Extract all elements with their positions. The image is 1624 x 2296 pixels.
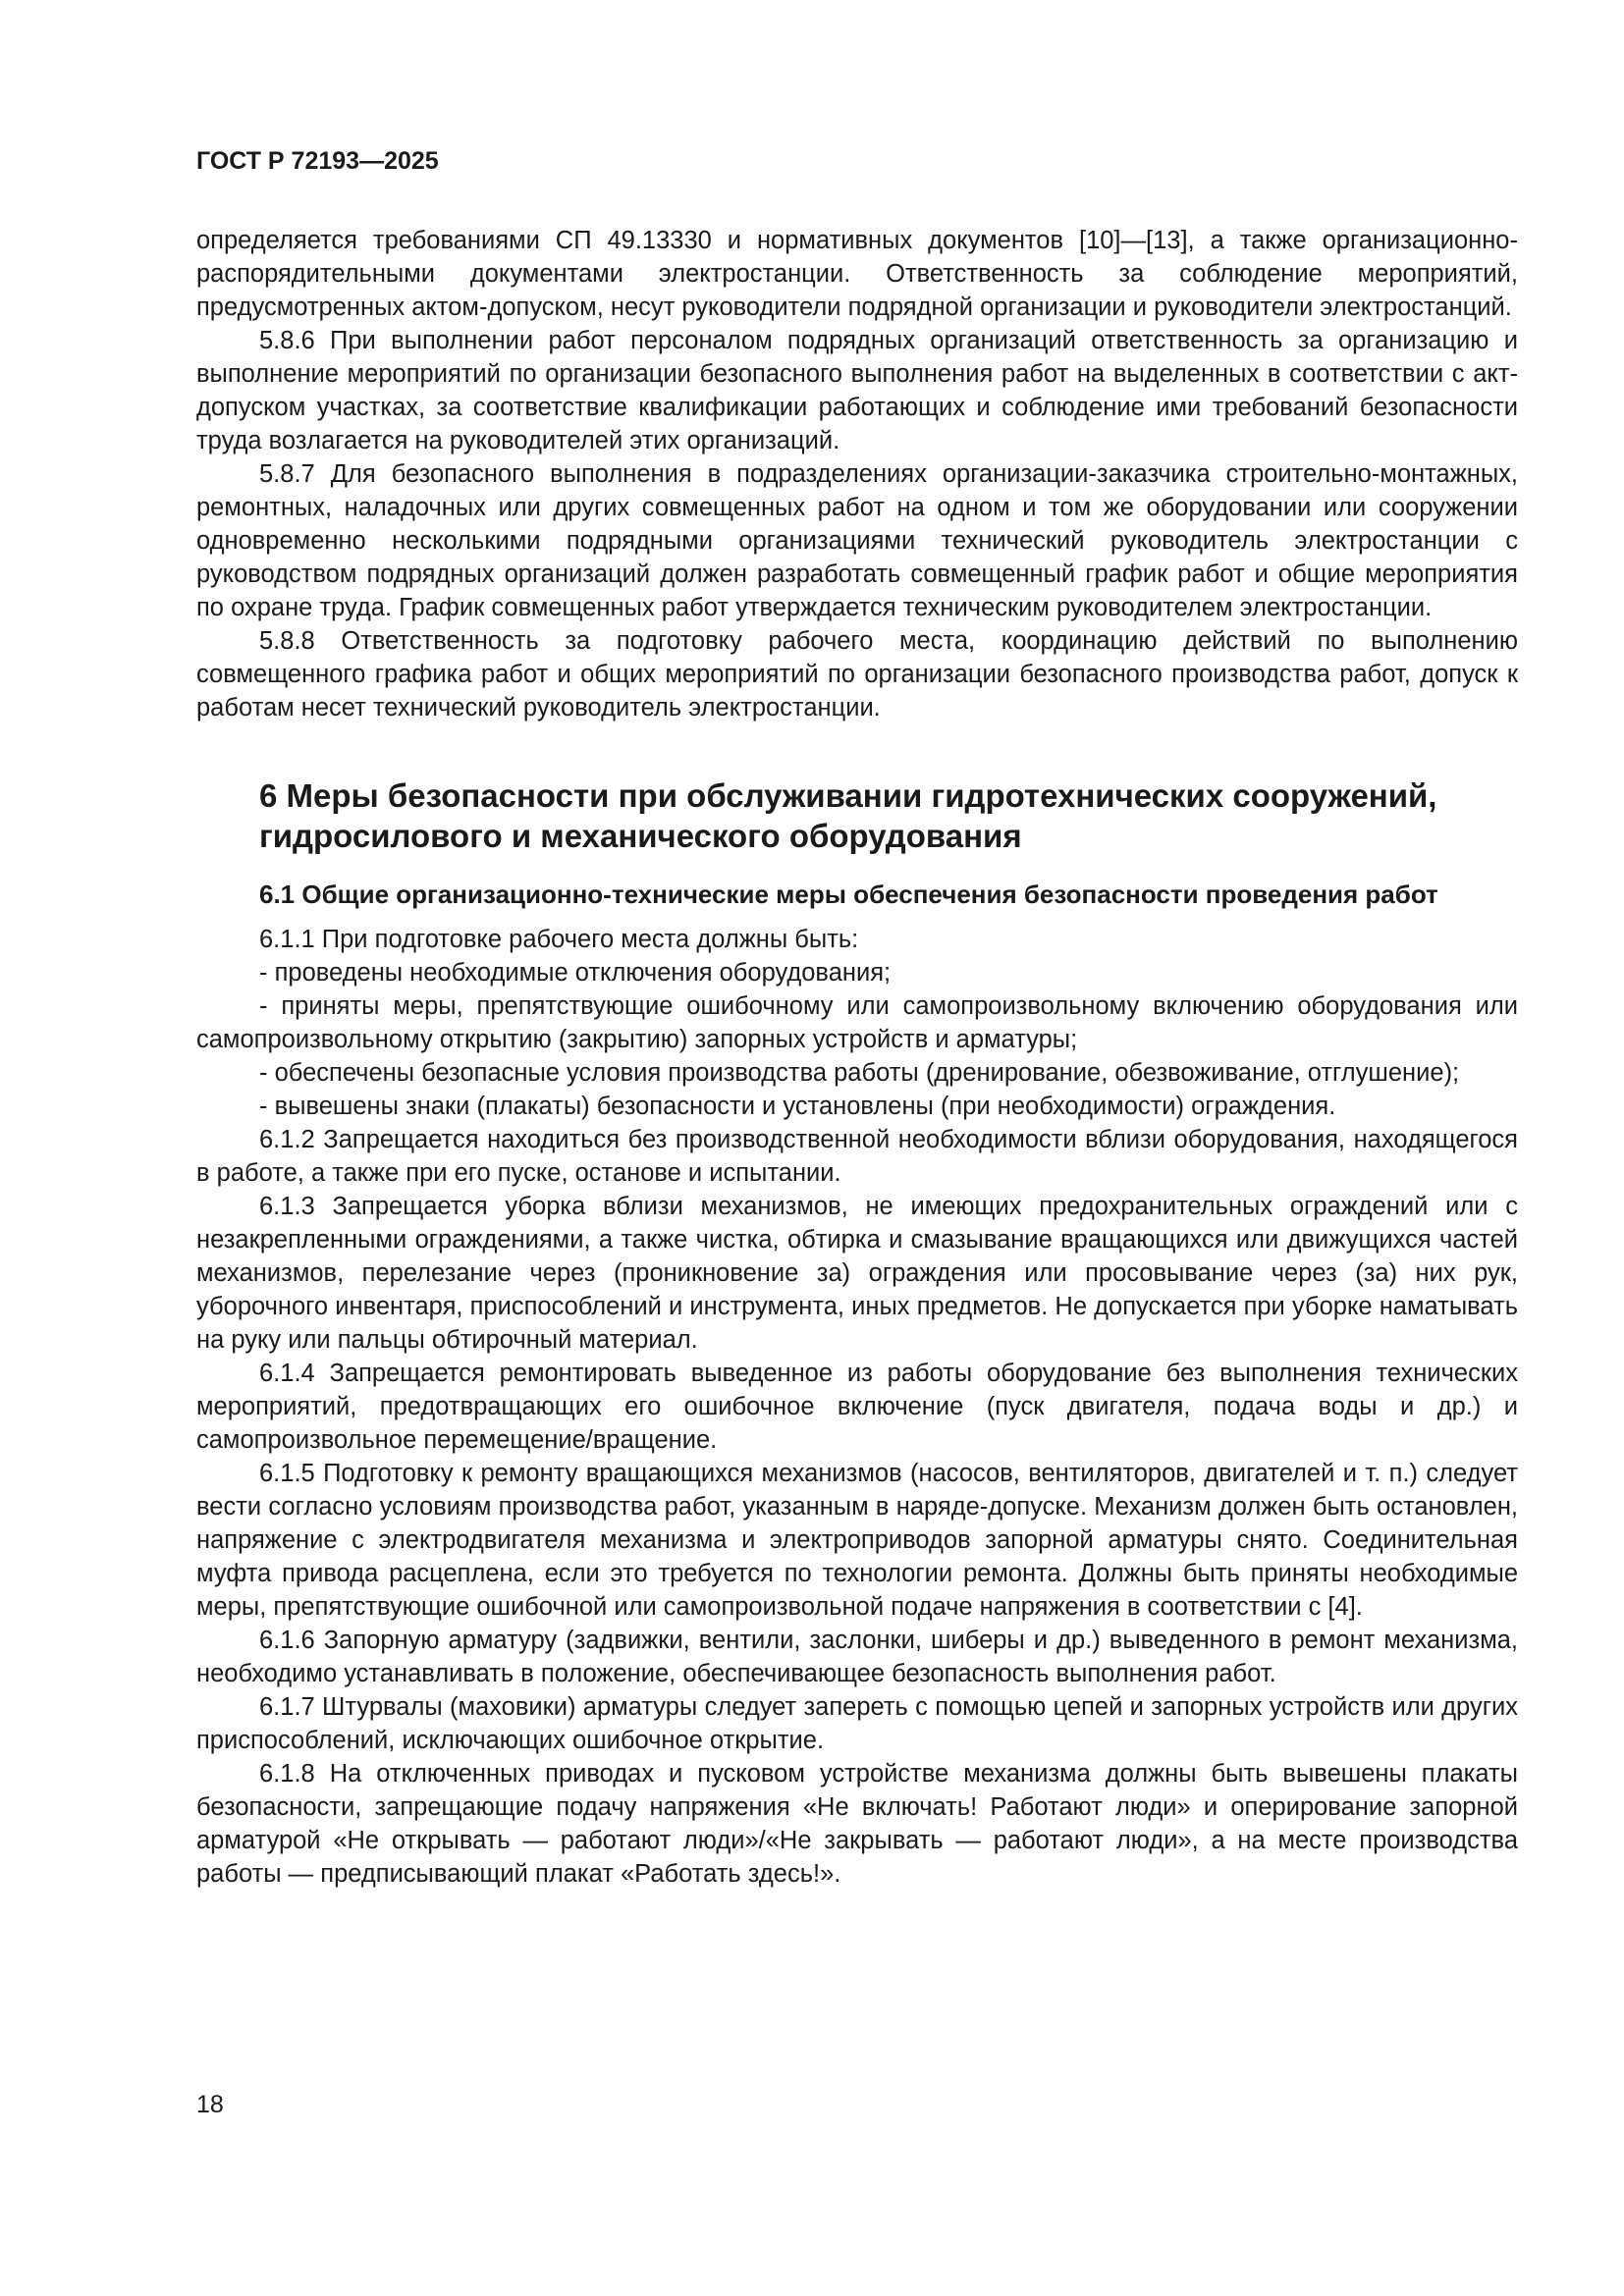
paragraph-6-1-7: 6.1.7 Штурвалы (маховики) арматуры следует запереть с помощью цепей и запорных устройств или других приспособлений, исключающих ошибочное открытие.: [196, 1693, 1518, 1754]
paragraph-5-8-6: 5.8.6 При выполнении работ персоналом подрядных организаций ответственность за организацию и выполнение мероприятий по организации безопасного выполнения работ на выделенных в соответствии с акт-допуском участках, за соответствие квалификации работающих и соблюдение ими требований безопасности труда возлагается на руководителей этих организаций.: [196, 327, 1518, 454]
list-item: - приняты меры, препятствующие ошибочному или самопроизвольному включению оборудования или самопроизвольному открытию (закрытию) запорных устройств и арматуры;: [196, 992, 1518, 1053]
list-item: - вывешены знаки (плакаты) безопасности и установлены (при необходимости) ограждения.: [259, 1093, 1336, 1120]
paragraph-continuation: определяется требованиями СП 49.13330 и нормативных документов [10]—[13], а также организационно-распорядительными документами электростанции. Ответственность за соблюдение мероприятий, предусмотренных актом-допуском, несут руководители подрядной организации и руководители электростанций.: [196, 227, 1518, 321]
subsection-heading: 6.1 Общие организационно-технические меры обеспечения безопасности проведения работ: [259, 880, 1438, 909]
list-item: - проведены необходимые отключения оборудования;: [259, 959, 892, 987]
paragraph-6-1-1: 6.1.1 При подготовке рабочего места должны быть:: [259, 926, 859, 953]
page-number: 18: [196, 2091, 224, 2118]
section-heading: 6 Меры безопасности при обслуживании гидротехнических сооружений, гидросилового и механического оборудования: [259, 777, 1437, 854]
paragraph-5-8-7: 5.8.7 Для безопасного выполнения в подразделениях организации-заказчика строительно-монтажных, ремонтных, наладочных или других совмещенных работ на одном и том же оборудовании или сооружении одновременно несколькими подрядными организациями технический руководитель электростанции с руководством подрядных организаций должен разработать совмещенный график работ и общие мероприятия по охране труда. График совмещенных работ утверждается техническим руководителем электростанции.: [196, 460, 1518, 621]
paragraph-6-1-8: 6.1.8 На отключенных приводах и пусковом устройстве механизма должны быть вывешены плакаты безопасности, запрещающие подачу напряжения «Не включать! Работают люди» и оперирование запорной арматурой «Не открывать — работают люди»/«Не закрывать — работают люди», а на месте производства работы — предписывающий плакат «Работать здесь!».: [196, 1760, 1518, 1888]
page-body: [196, 224, 1518, 1891]
paragraph-6-1-6: 6.1.6 Запорную арматуру (задвижки, вентили, заслонки, шиберы и др.) выведенного в ремонт механизма, необходимо устанавливать в положение, обеспечивающее безопасность выполнения работ.: [196, 1627, 1518, 1687]
paragraph-6-1-2: 6.1.2 Запрещается находиться без производственной необходимости вблизи оборудования, находящегося в работе, а также при его пуске, останове и испытании.: [196, 1126, 1518, 1187]
paragraph-6-1-5: 6.1.5 Подготовку к ремонту вращающихся механизмов (насосов, вентиляторов, двигателей и т. п.) следует вести согласно условиям производства работ, указанным в наряде-допуске. Механизм должен быть остановлен, напряжение с электродвигателя механизма и электроприводов запорной арматуры снято. Соединительная муфта привода расцеплена, если это требуется по технологии ремонта. Должны быть приняты необходимые меры, препятствующие ошибочной или самопроизвольной подаче напряжения в соответствии с [4].: [196, 1460, 1518, 1621]
paragraph-5-8-8: 5.8.8 Ответственность за подготовку рабочего места, координацию действий по выполнению совмещенного графика работ и общих мероприятий по организации безопасного производства работ, допуск к работам несет технический руководитель электростанции.: [196, 627, 1518, 721]
paragraph-6-1-4: 6.1.4 Запрещается ремонтировать выведенное из работы оборудование без выполнения технических мероприятий, предотвращающих его ошибочное включение (пуск двигателя, подача воды и др.) и самопроизвольное перемещение/вращение.: [196, 1360, 1518, 1454]
paragraph-6-1-3: 6.1.3 Запрещается уборка вблизи механизмов, не имеющих предохранительных ограждений или с незакрепленными ограждениями, а также чистка, обтирка и смазывание вращающихся или движущихся частей механизмов, перелезание через (проникновение за) ограждения или просовывание через (за) них рук, уборочного инвентаря, приспособлений и инструмента, иных предметов. Не допускается при уборке наматывать на руку или пальцы обтирочный материал.: [196, 1193, 1518, 1354]
list-item: - обеспечены безопасные условия производства работы (дренирование, обезвоживание, отглушение);: [259, 1059, 1460, 1087]
document-code-header: ГОСТ Р 72193—2025: [196, 147, 439, 175]
